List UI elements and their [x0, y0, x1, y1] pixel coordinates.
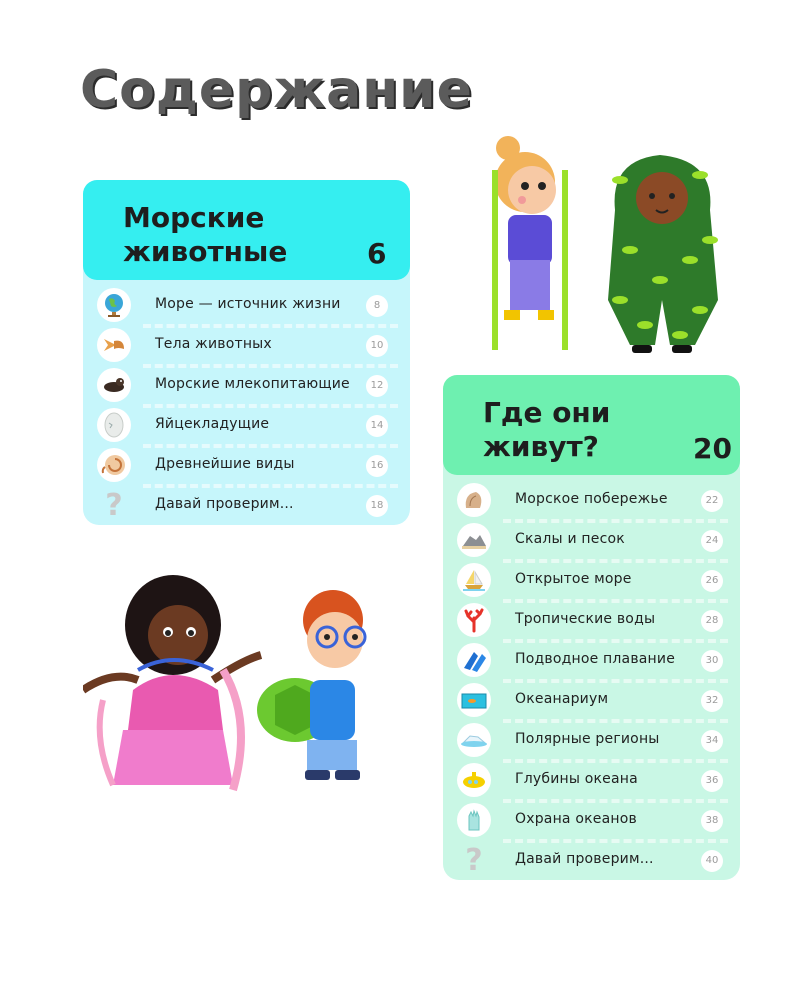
coral-icon — [457, 603, 491, 637]
globe-icon — [97, 288, 131, 322]
section-list — [83, 262, 410, 525]
item-page: 36 — [701, 770, 723, 792]
aquarium-icon — [457, 683, 491, 717]
item-label: Море — источник жизни — [155, 296, 341, 312]
otter-icon — [97, 368, 131, 402]
item-page: 14 — [366, 415, 388, 437]
glove-icon — [457, 803, 491, 837]
divider — [143, 324, 398, 328]
list-item[interactable] — [443, 841, 740, 881]
divider — [143, 444, 398, 448]
boy-leaf-costume-illustration — [600, 150, 725, 355]
item-page: 10 — [366, 335, 388, 357]
rock-icon — [457, 523, 491, 557]
divider — [503, 839, 728, 843]
page-title: Содержание — [80, 60, 473, 120]
item-label: Открытое море — [515, 571, 632, 587]
divider — [503, 799, 728, 803]
item-page: 38 — [701, 810, 723, 832]
list-item[interactable] — [83, 366, 410, 406]
list-item[interactable] — [443, 601, 740, 641]
divider — [503, 759, 728, 763]
divider — [503, 519, 728, 523]
item-label: Морское побережье — [515, 491, 668, 507]
item-label: Тропические воды — [515, 611, 656, 627]
section-page-number: 20 — [693, 432, 732, 465]
item-label: Скалы и песок — [515, 531, 625, 547]
item-label: Океанариум — [515, 691, 609, 707]
list-item[interactable] — [443, 681, 740, 721]
item-label: Тела животных — [155, 336, 272, 352]
divider — [143, 404, 398, 408]
list-item[interactable] — [83, 446, 410, 486]
list-item[interactable] — [83, 326, 410, 366]
list-item[interactable] — [83, 286, 410, 326]
egg-icon — [97, 408, 131, 442]
divider — [143, 364, 398, 368]
section-header[interactable] — [443, 375, 740, 475]
item-page: 28 — [701, 610, 723, 632]
boy-turtle-backpack-illustration — [255, 585, 385, 790]
list-item[interactable] — [443, 561, 740, 601]
item-page: 8 — [366, 295, 388, 317]
divider — [503, 599, 728, 603]
shell-icon — [457, 483, 491, 517]
fish-fin-icon — [97, 328, 131, 362]
item-label: Древнейшие виды — [155, 456, 295, 472]
item-page: 34 — [701, 730, 723, 752]
section-header[interactable] — [83, 180, 410, 280]
section-title-line1: Морские — [123, 201, 265, 234]
list-item[interactable] — [443, 521, 740, 561]
section-title-line2: животные — [123, 235, 288, 268]
item-label: Охрана океанов — [515, 811, 637, 827]
section-title-line1: Где они — [483, 396, 611, 429]
item-page: 26 — [701, 570, 723, 592]
list-item[interactable] — [443, 761, 740, 801]
section-list — [443, 459, 740, 880]
item-label: Яйцекладущие — [155, 416, 270, 432]
ice-floe-icon — [457, 723, 491, 757]
item-page: 22 — [701, 490, 723, 512]
list-item[interactable] — [443, 801, 740, 841]
item-page: 40 — [701, 850, 723, 872]
question-icon: ? — [465, 842, 483, 878]
item-label: Давай проверим... — [515, 851, 654, 867]
item-page: 24 — [701, 530, 723, 552]
item-label: Глубины океана — [515, 771, 638, 787]
nautilus-icon — [97, 448, 131, 482]
item-page: 30 — [701, 650, 723, 672]
divider — [503, 719, 728, 723]
question-icon: ? — [105, 487, 123, 523]
list-item[interactable] — [443, 481, 740, 521]
item-label: Полярные регионы — [515, 731, 660, 747]
divider — [143, 484, 398, 488]
sailboat-icon — [457, 563, 491, 597]
item-page: 12 — [366, 375, 388, 397]
item-page: 32 — [701, 690, 723, 712]
submarine-icon — [457, 763, 491, 797]
item-label: Морские млекопитающие — [155, 376, 350, 392]
section-title-line2: живут? — [483, 430, 599, 463]
girl-on-stilts-illustration — [470, 130, 580, 355]
list-item[interactable] — [83, 486, 410, 526]
item-page: 18 — [366, 495, 388, 517]
section-page-number: 6 — [367, 237, 387, 270]
list-item[interactable] — [83, 406, 410, 446]
divider — [503, 679, 728, 683]
divider — [503, 559, 728, 563]
divider — [503, 639, 728, 643]
girl-jellyfish-costume-illustration — [83, 570, 263, 795]
item-label: Подводное плавание — [515, 651, 676, 667]
list-item[interactable] — [443, 721, 740, 761]
item-label: Давай проверим... — [155, 496, 294, 512]
flippers-icon — [457, 643, 491, 677]
toc-section-habitats — [443, 375, 740, 880]
item-page: 16 — [366, 455, 388, 477]
list-item[interactable] — [443, 641, 740, 681]
toc-section-sea-animals — [83, 180, 410, 525]
